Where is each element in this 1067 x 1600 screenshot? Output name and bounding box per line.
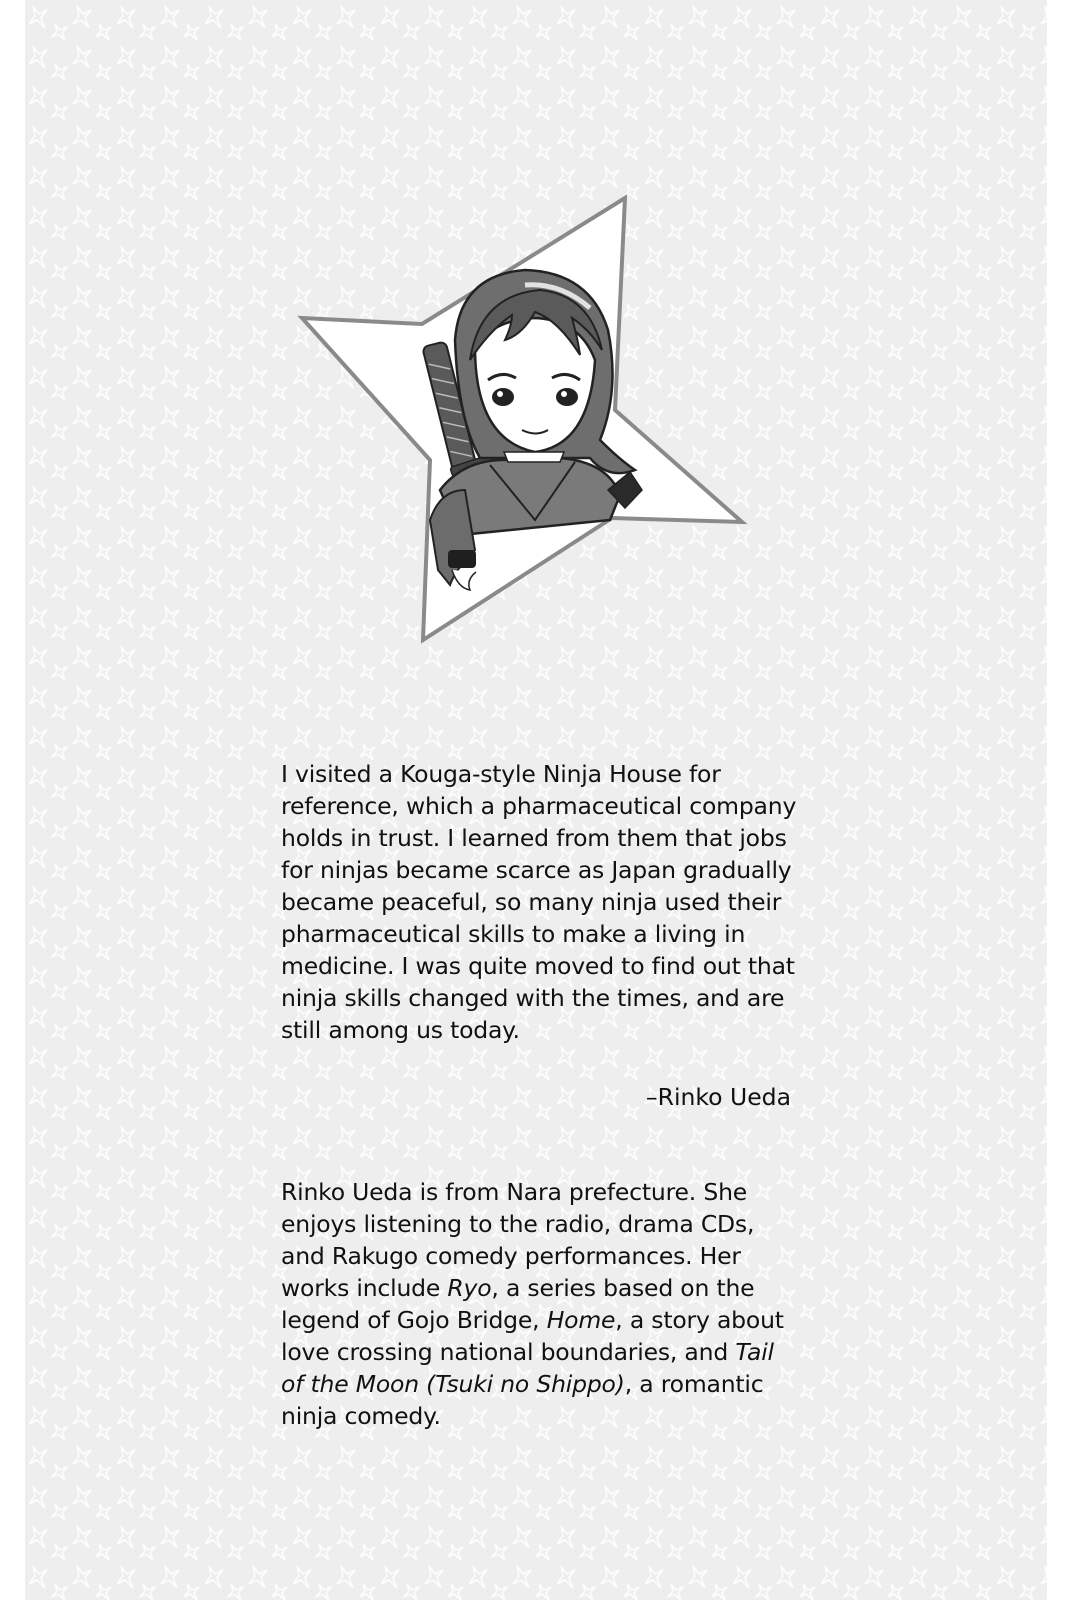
author-signature: –Rinko Ueda — [645, 1083, 791, 1111]
ninja-star-illustration — [290, 190, 760, 660]
author-comment-text: I visited a Kouga-style Ninja House for reference, which a pharmaceutical company holds in trust. I learned from them that jobs for ninjas became scarce as Japan gradually became peaceful, so many ninja used their pharmaceutical skills to make a living in medicine. I was quite moved to find out that ninja skills changed with the times, and are still among us today. — [281, 760, 797, 1044]
bio-title-home: Home — [546, 1306, 616, 1334]
bio-part-2: , a series based on the legend of Gojo Bridge, — [281, 1274, 755, 1334]
bio-part-4: , a romantic ninja comedy. — [281, 1370, 764, 1430]
author-comment — [281, 758, 801, 1046]
bio-title-ryo: Ryo — [447, 1274, 492, 1302]
author-biography — [281, 1176, 801, 1432]
author-biography-text — [281, 1176, 801, 1432]
bio-title-tail-of-the-moon: Tail of the Moon (Tsuki no Shippo) — [281, 1338, 774, 1398]
bio-part-3: , a story about love crossing national boundaries, and — [281, 1306, 784, 1366]
bio-part-1: Rinko Ueda is from Nara prefecture. She enjoys listening to the radio, drama CDs, and Rakugo comedy performances. Her works include — [281, 1178, 755, 1302]
